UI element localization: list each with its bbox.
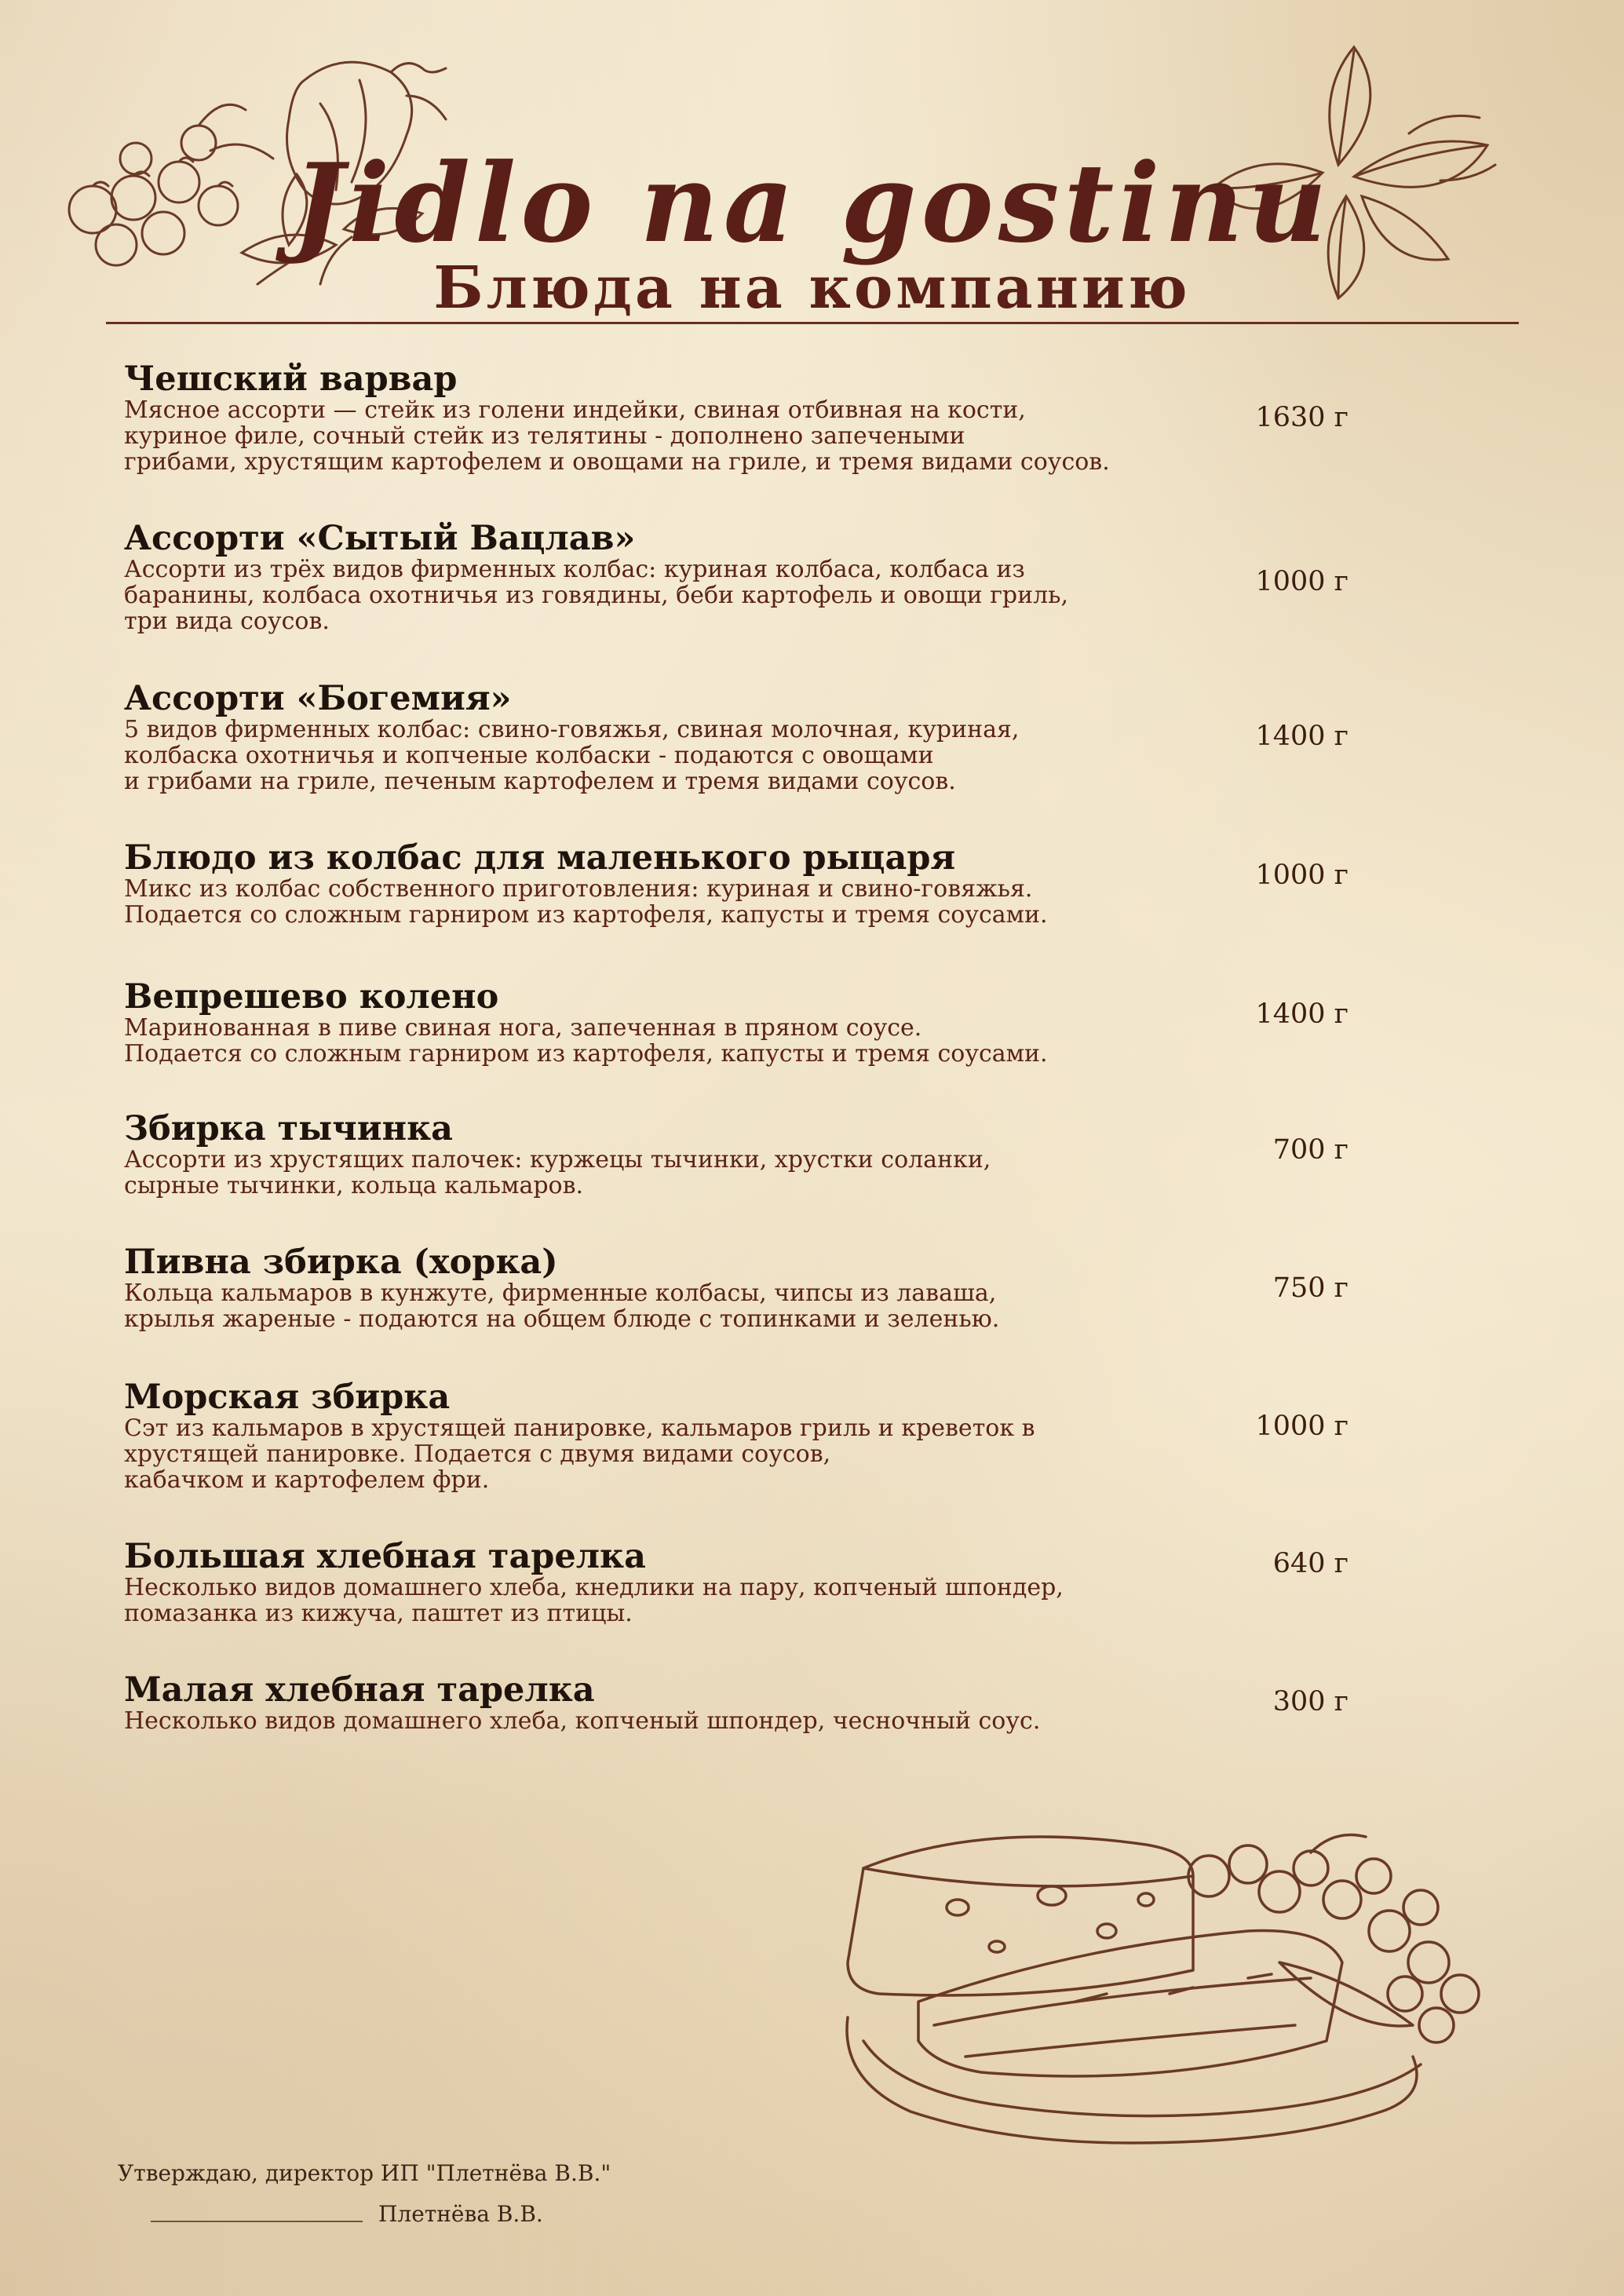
item-description-line: 5 видов фирменных колбас: свино-говяжья, свиная молочная, куриная, <box>124 716 1020 743</box>
item-description-line: Подается со сложным гарниром из картофеля, капусты и тремя соусами. <box>124 901 1048 929</box>
item-weight: 300 г <box>1272 1686 1348 1717</box>
item-weight: 1000 г <box>1255 1411 1348 1442</box>
menu-item <box>124 1672 1348 1734</box>
item-description-line: три вида соусов. <box>124 608 330 635</box>
item-name: Морская збирка <box>124 1378 451 1417</box>
menu-item <box>124 1244 1348 1332</box>
cheese-platter-sketch-icon <box>840 1821 1507 2151</box>
item-name: Пивна збирка (хорка) <box>124 1243 558 1282</box>
header-divider <box>106 322 1519 324</box>
item-description-line: колбаска охотничья и копченые колбаски - подаются с овощами <box>124 742 934 769</box>
item-description-line: Мясное ассорти — стейк из голени индейки, свиная отбивная на кости, <box>124 396 1026 424</box>
item-description <box>124 717 1239 794</box>
menu-subtitle: Блюда на компанию <box>433 254 1191 322</box>
item-weight: 1400 г <box>1255 998 1348 1030</box>
menu-item <box>124 1379 1348 1493</box>
item-description-line: грибами, хрустящим картофелем и овощами на гриле, и тремя видами соусов. <box>124 448 1110 476</box>
item-description-line: кабачком и картофелем фри. <box>124 1466 490 1494</box>
item-weight: 1630 г <box>1255 402 1348 433</box>
item-weight: 1400 г <box>1255 721 1348 752</box>
item-name: Малая хлебная тарелка <box>124 1670 595 1710</box>
item-description-line: хрустящей панировке. Подается с двумя видами соусов, <box>124 1440 831 1468</box>
item-description-line: куриное филе, сочный стейк из телятины - дополнено запечеными <box>124 422 965 450</box>
item-name: Ассорти «Сытый Вацлав» <box>124 519 636 558</box>
item-description-line: Сэт из кальмаров в хрустящей панировке, кальмаров гриль и креветок в <box>124 1414 1035 1442</box>
item-description <box>124 557 1239 634</box>
item-description-line: Несколько видов домашнего хлеба, копченый шпондер, чесночный соус. <box>124 1707 1041 1735</box>
item-name: Вепрешево колено <box>124 977 499 1017</box>
signature-line <box>151 2221 363 2222</box>
item-name: Чешский варвар <box>124 360 458 399</box>
menu-title: Jidlo na gostinu <box>292 139 1332 267</box>
item-description-line: Подается со сложным гарниром из картофеля, капусты и тремя соусами. <box>124 1040 1048 1068</box>
item-description-line: помазанка из кижуча, паштет из птицы. <box>124 1600 633 1627</box>
item-description-line: Ассорти из трёх видов фирменных колбас: куриная колбаса, колбаса из <box>124 556 1025 583</box>
menu-item <box>124 361 1348 475</box>
item-weight: 1000 г <box>1255 860 1348 891</box>
menu-item <box>124 840 1348 928</box>
item-weight: 750 г <box>1272 1272 1348 1304</box>
item-description <box>124 1708 1239 1734</box>
item-description-line: баранины, колбаса охотничья из говядины, беби картофель и овощи гриль, <box>124 582 1069 609</box>
menu-item <box>124 979 1348 1067</box>
item-name: Ассорти «Богемия» <box>124 679 512 718</box>
item-name: Блюдо из колбас для маленького рыцаря <box>124 838 956 878</box>
item-description-line: крылья жареные - подаются на общем блюде с топинками и зеленью. <box>124 1305 1000 1333</box>
item-name: Збирка тычинка <box>124 1109 454 1148</box>
item-weight: 700 г <box>1272 1134 1348 1166</box>
item-description <box>124 1280 1239 1332</box>
item-description-line: Маринованная в пиве свиная нога, запеченная в пряном соусе. <box>124 1014 922 1042</box>
item-description <box>124 1015 1239 1067</box>
item-name: Большая хлебная тарелка <box>124 1537 646 1576</box>
item-description-line: Микс из колбас собственного приготовления: куриная и свино-говяжья. <box>124 875 1033 903</box>
item-weight: 640 г <box>1272 1548 1348 1579</box>
item-description-line: сырные тычинки, кольца кальмаров. <box>124 1172 584 1199</box>
menu-item <box>124 520 1348 634</box>
item-description-line: Кольца кальмаров в кунжуте, фирменные колбасы, чипсы из лаваша, <box>124 1279 997 1307</box>
item-description-line: Ассорти из хрустящих палочек: куржецы тычинки, хрустки соланки, <box>124 1146 991 1174</box>
menu-item <box>124 1111 1348 1199</box>
item-description <box>124 1147 1239 1199</box>
menu-item <box>124 681 1348 794</box>
item-description-line: и грибами на гриле, печеным картофелем и тремя видами соусов. <box>124 768 956 795</box>
menu-item <box>124 1539 1348 1626</box>
item-description <box>124 1575 1239 1626</box>
item-description <box>124 876 1239 928</box>
item-weight: 1000 г <box>1255 566 1348 597</box>
item-description <box>124 1415 1239 1493</box>
signature-name: Плетнёва В.В. <box>378 2201 543 2227</box>
approval-text: Утверждаю, директор ИП "Плетнёва В.В." <box>118 2160 611 2186</box>
item-description-line: Несколько видов домашнего хлеба, кнедлики на пару, копченый шпондер, <box>124 1574 1064 1601</box>
item-description <box>124 397 1239 475</box>
